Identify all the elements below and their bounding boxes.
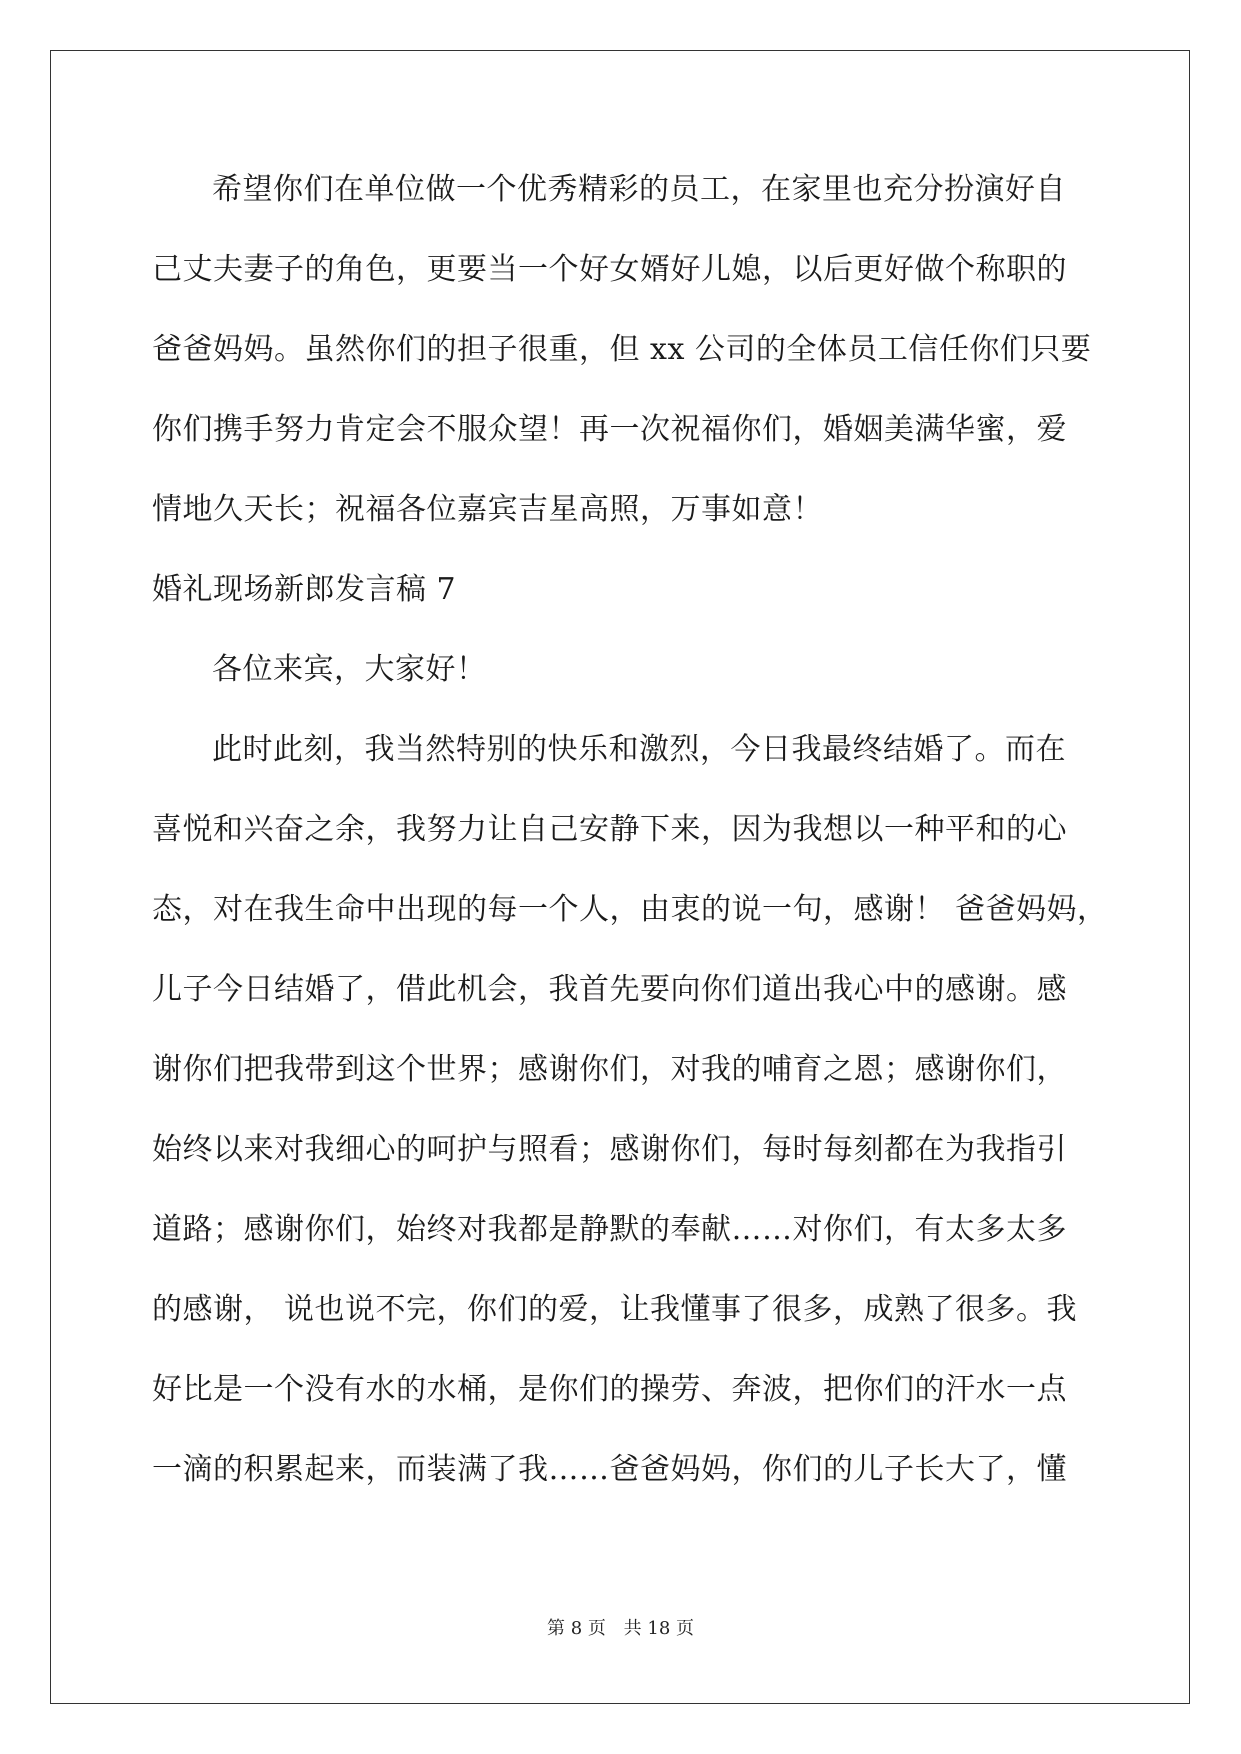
text-line: 的感谢， 说也说不完，你们的爱，让我懂事了很多，成熟了很多。我 [152, 1292, 1078, 1327]
text-line: 喜悦和兴奋之余，我努力让自己安静下来，因为我想以一种平和的心 [152, 812, 1067, 847]
section-heading: 婚礼现场新郎发言稿 7 [152, 572, 457, 607]
text-line: 谢你们把我带到这个世界；感谢你们，对我的哺育之恩；感谢你们， [152, 1052, 1067, 1087]
document-body [152, 162, 1108, 1522]
text-line: 爸爸妈妈。虽然你们的担子很重，但 xx 公司的全体员工信任你们只要 [152, 332, 1092, 367]
text-line: 儿子今日结婚了，借此机会，我首先要向你们道出我心中的感谢。感 [152, 972, 1067, 1007]
text-line: 道路；感谢你们，始终对我都是静默的奉献……对你们，有太多太多 [152, 1212, 1067, 1247]
text-line: 各位来宾，大家好！ [212, 652, 487, 687]
text-line: 态，对在我生命中出现的每一个人，由衷的说一句，感谢！ 爸爸妈妈， [152, 892, 1108, 927]
text-line: 己丈夫妻子的角色，更要当一个好女婿好儿媳，以后更好做个称职的 [152, 252, 1067, 287]
page-footer [0, 1614, 1241, 1640]
page-number: 第 8 页 [547, 1618, 606, 1639]
text-line: 你们携手努力肯定会不服众望！再一次祝福你们，婚姻美满华蜜，爱 [152, 412, 1067, 447]
text-line: 希望你们在单位做一个优秀精彩的员工，在家里也充分扮演好自 [212, 172, 1066, 207]
text-line: 始终以来对我细心的呵护与照看；感谢你们，每时每刻都在为我指引 [152, 1132, 1067, 1167]
total-pages: 共 18 页 [623, 1618, 694, 1639]
text-line: 好比是一个没有水的水桶，是你们的操劳、奔波，把你们的汗水一点 [152, 1372, 1067, 1407]
text-line: 此时此刻，我当然特别的快乐和激烈，今日我最终结婚了。而在 [212, 732, 1066, 767]
text-line: 一滴的积累起来，而装满了我……爸爸妈妈，你们的儿子长大了，懂 [152, 1452, 1067, 1487]
text-line: 情地久天长；祝福各位嘉宾吉星高照，万事如意！ [152, 492, 823, 527]
